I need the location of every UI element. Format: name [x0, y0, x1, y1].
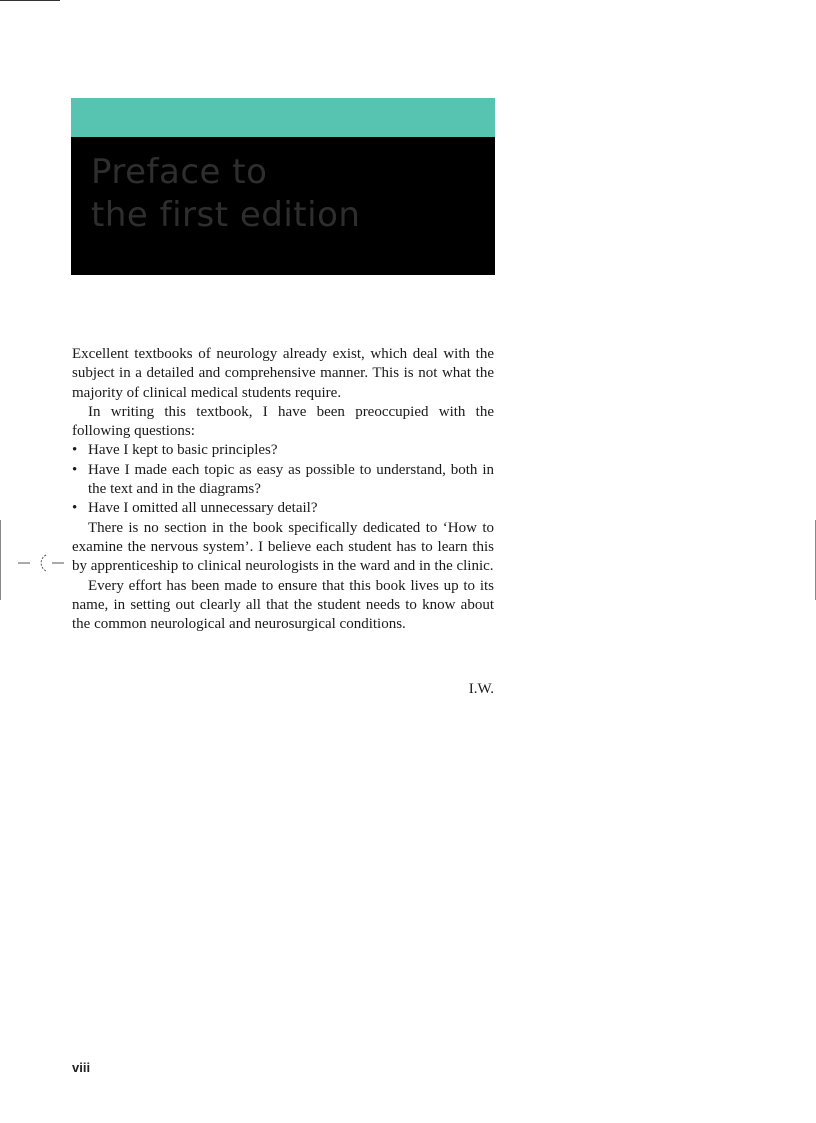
heading-accent-band — [71, 98, 495, 137]
bullet-icon: • — [72, 442, 78, 459]
title-line-2: the first edition — [91, 195, 361, 235]
page-number: viii — [72, 1060, 91, 1075]
question-text: Have I omitted all unnecessary detail? — [88, 500, 318, 517]
paragraph-intro: Excellent textbooks of neurology already exist, which deal with the subject in a detailed and comprehensive manner. This is not what the majority of clinical medical students require. — [72, 346, 494, 401]
list-item — [72, 499, 494, 518]
paragraph-effort: Every effort has been made to ensure that this book lives up to its name, in setting out clearly all that the student needs to know about the common neurological and neurosurgical conditions. — [72, 577, 494, 633]
title-line-1: Preface to — [91, 152, 268, 192]
question-text: Have I made each topic as easy as possible to understand, both in the text and in the diagrams? — [88, 461, 494, 498]
crop-mark-icon — [18, 552, 64, 574]
paragraph-examination: There is no section in the book specifically dedicated to ‘How to examine the nervous system’. I believe each student has to learn this by apprenticeship to clinical neurologists in the ward and in the clinic. — [72, 519, 494, 575]
author-signature: I.W. — [468, 681, 494, 697]
preface-body — [72, 345, 494, 634]
questions-list — [72, 441, 494, 518]
top-rule — [0, 0, 60, 1]
binding-mark-left — [0, 520, 1, 600]
list-item — [72, 461, 494, 500]
bullet-icon: • — [72, 500, 78, 517]
paragraph-questions-lead: In writing this textbook, I have been preoccupied with the following questions: — [72, 403, 494, 440]
chapter-heading-block — [71, 98, 495, 275]
list-item — [72, 441, 494, 460]
bullet-icon: • — [72, 461, 78, 478]
question-text: Have I kept to basic principles? — [88, 442, 278, 459]
page-title — [91, 151, 360, 237]
